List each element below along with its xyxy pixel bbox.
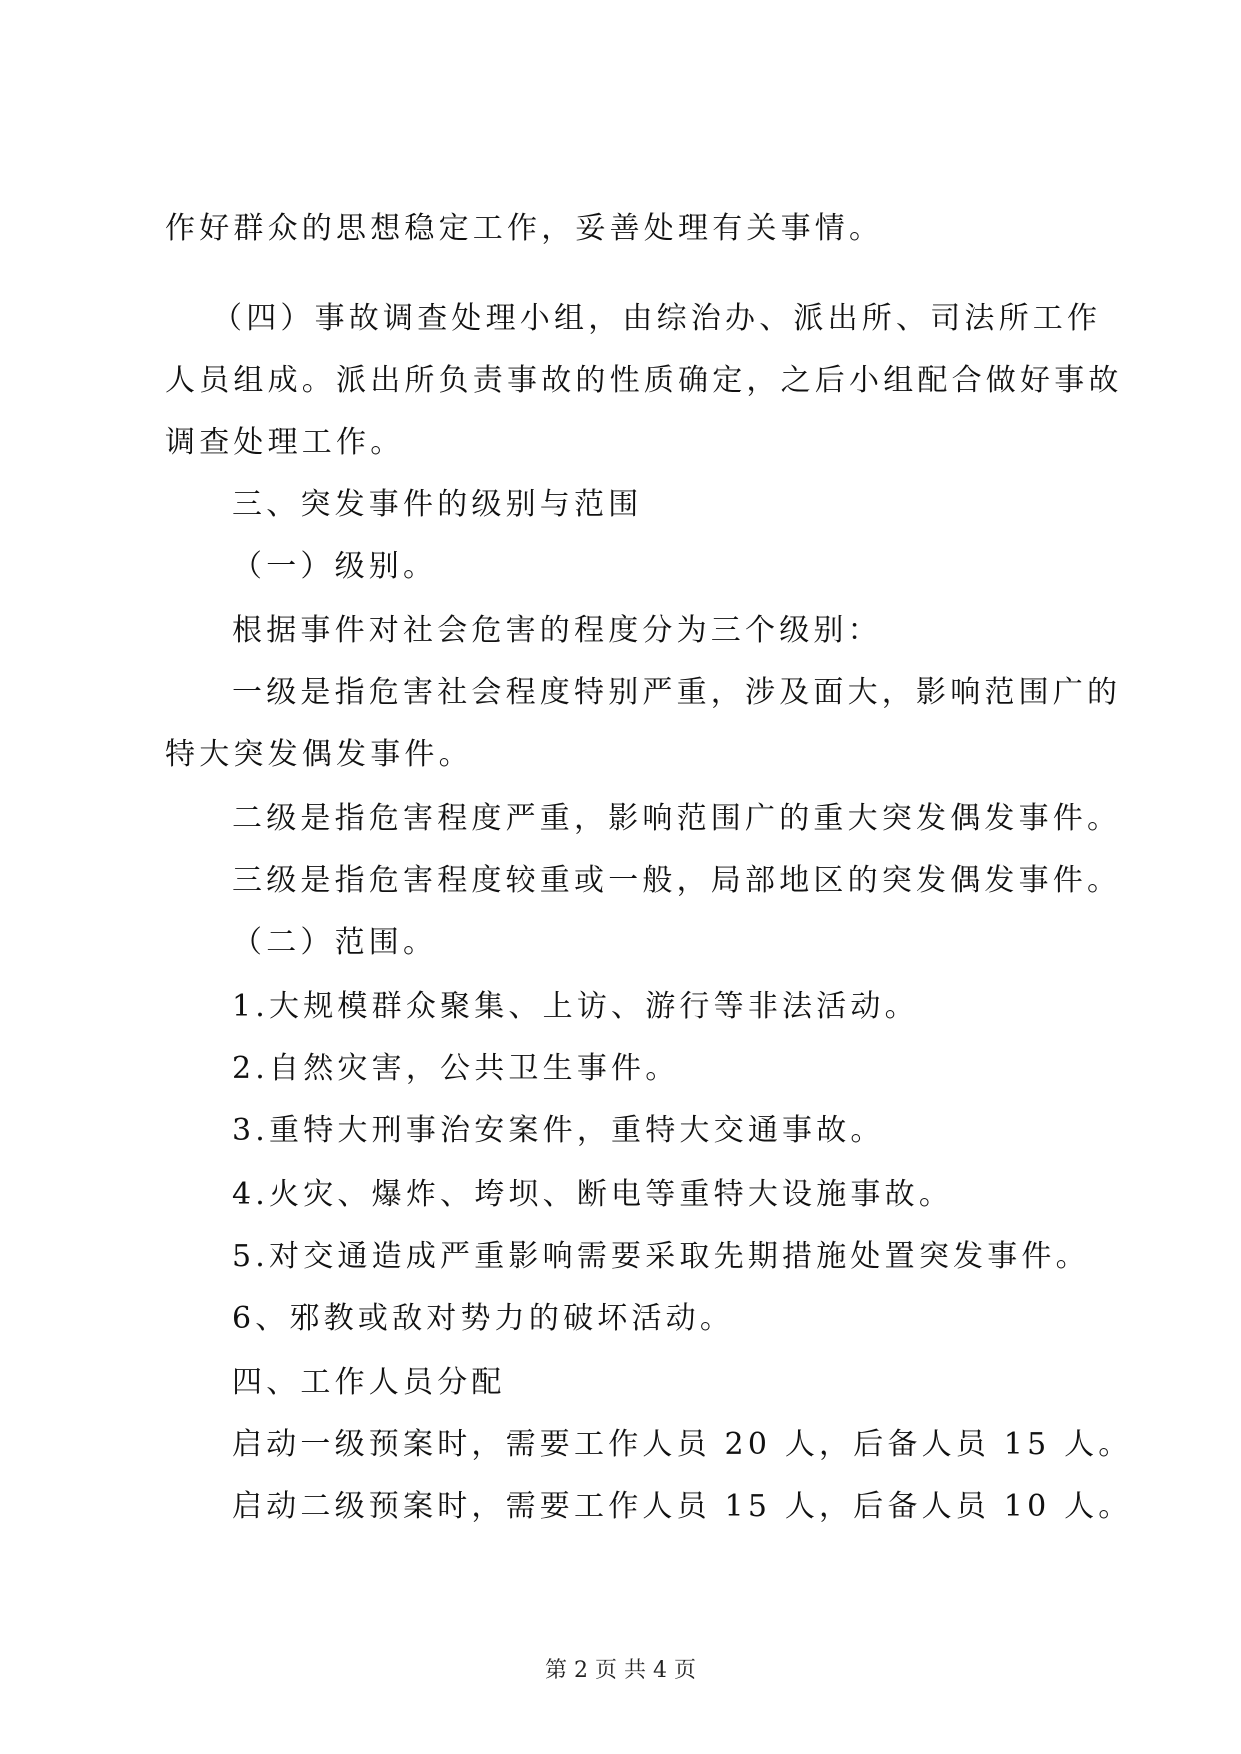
subheading-level: （一）级别。 [232,549,438,584]
body-line-1: 作好群众的思想稳定工作，妥善处理有关事情。 [165,211,884,246]
body-line-10: 二级是指危害程度严重，影响范围广的重大突发偶发事件。 [232,801,1122,836]
list-item-4: 4.火灾、爆炸、垮坝、断电等重特大设施事故。 [232,1177,954,1212]
subheading-scope: （二）范围。 [232,925,438,960]
body-line-2: （四）事故调查处理小组，由综治办、派出所、司法所工作 [212,301,1102,336]
list-item-3: 3.重特大刑事治安案件，重特大交通事故。 [232,1113,885,1148]
body-line-3: 人员组成。派出所负责事故的性质确定，之后小组配合做好事故 [165,363,1123,398]
list-item-6: 6、邪教或敌对势力的破坏活动。 [232,1301,735,1336]
body-line-9: 特大突发偶发事件。 [165,737,473,772]
body-line-20: 启动一级预案时，需要工作人员 20 人，后备人员 15 人。 [232,1427,1133,1462]
body-line-7: 根据事件对社会危害的程度分为三个级别： [232,613,882,648]
list-item-2: 2.自然灾害，公共卫生事件。 [232,1051,680,1086]
body-line-11: 三级是指危害程度较重或一般，局部地区的突发偶发事件。 [232,863,1122,898]
body-line-21: 启动二级预案时，需要工作人员 15 人，后备人员 10 人。 [232,1489,1133,1524]
body-line-8: 一级是指危害社会程度特别严重，涉及面大，影响范围广的 [232,675,1122,710]
page-footer: 第 2 页 共 4 页 [545,1658,696,1683]
section-heading-3: 三、突发事件的级别与范围 [232,487,643,522]
list-item-5: 5.对交通造成严重影响需要采取先期措施处置突发事件。 [232,1239,1090,1274]
list-item-1: 1.大规模群众聚集、上访、游行等非法活动。 [232,989,919,1024]
section-heading-4: 四、工作人员分配 [232,1365,506,1400]
body-line-4: 调查处理工作。 [165,425,405,460]
